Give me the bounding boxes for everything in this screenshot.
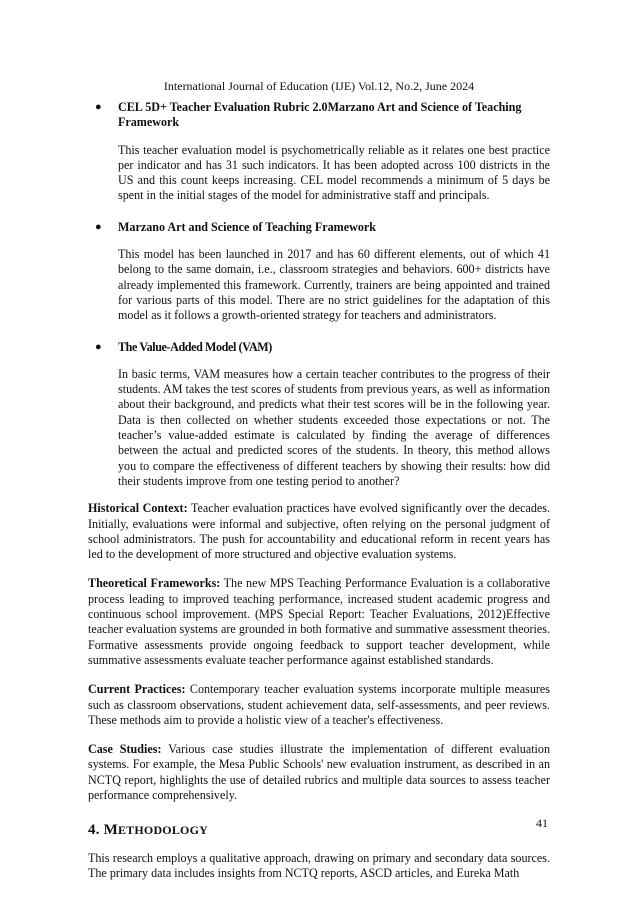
- bullet-item-vam: [88, 340, 550, 490]
- bullet-item-marzano: [88, 220, 550, 324]
- section-title-rest: ETHODOLOGY: [117, 823, 208, 838]
- paragraph-methodology: This research employs a qualitative approach, drawing on primary and secondary data sources. The primary data includes insights from NCTQ reports, ASCD articles, and Eureka Math: [88, 850, 550, 880]
- paragraph-text: Contemporary teacher evaluation systems incorporate multiple measures such as classroom observations, student achievement data, self-assessments, and peer reviews. These methods aim to provide a holistic view of a teacher's effectiveness.: [88, 682, 550, 727]
- paragraph-label: Historical Context:: [88, 501, 188, 516]
- paragraph-text: Various case studies illustrate the implementation of different evaluation systems. For example, the Mesa Public Schools' new evaluation instrument, as described in an NCTQ report, highlights the use of detailed rubrics and multiple data sources to assess teacher performance comprehensively.: [88, 742, 551, 802]
- bullet-title: CEL 5D+ Teacher Evaluation Rubric 2.0Marzano Art and Science of Teaching Framework: [118, 100, 522, 130]
- paragraph-label: Theoretical Frameworks:: [88, 576, 221, 591]
- paragraph-text: Teacher evaluation practices have evolved significantly over the decades. Initially, evaluations were informal and subjective, often relying on the personal judgment of school administrators. The push for accountability and educational reform in recent years has led to the development of more structured and objective evaluation systems.: [88, 501, 550, 562]
- section-number: 4.: [88, 822, 104, 839]
- body-content: [88, 96, 550, 895]
- bullet-dot-icon: ●: [95, 101, 102, 113]
- paragraph-text: The new MPS Teaching Performance Evaluation is a collaborative process leading to improved teaching performance, increased student academic progress and continuous school improvement. (MPS Special Report: Teacher Evaluations, 2012)Effective teacher evaluation systems are grounded in both formative and summative assessment theories. Formative assessments provide ongoing feedback to support teacher development, while summative assessments evaluate teacher performance against established standards.: [88, 576, 550, 667]
- section-initial: M: [103, 822, 118, 839]
- paragraph-label: Current Practices:: [88, 682, 186, 697]
- page-number: 41: [536, 816, 548, 830]
- bullet-body: In basic terms, VAM measures how a certain teacher contributes to the progress of their students. AM takes the test scores of students from previous years, as well as information about their background, and predicts what their test scores will be in the following year. Data is then collected on whether students exceeded those expectations or not. The teacher’s value-added estimate is calculated by finding the average of differences between the actual and predicted scores of the students. In theory, this method allows you to compare the effectiveness of different teachers by showing their results: how did their students improve from one testing period to another?: [118, 366, 550, 488]
- bullet-dot-icon: ●: [95, 220, 102, 233]
- running-header: International Journal of Education (IJE) Vol.12, No.2, June 2024: [163, 79, 475, 93]
- bullet-title: The Value-Added Model (VAM): [118, 339, 272, 354]
- bullet-title: Marzano Art and Science of Teaching Framework: [118, 219, 376, 234]
- paragraph-theoretical-frameworks: [88, 576, 550, 668]
- paragraph-historical-context: [88, 501, 550, 562]
- bullet-body: This model has been launched in 2017 and has 60 different elements, out of which 41 belong to the same domain, i.e., classroom strategies and behaviors. 600+ districts have already implemented this framework. Currently, trainers are being appointed and trained for various parts of this model. There are no strict guidelines for the adaptation of this model as it follows a growth-oriented strategy for teachers and administrators.: [118, 247, 550, 323]
- bullet-item-cel: [88, 100, 550, 204]
- bullet-dot-icon: ●: [95, 340, 102, 353]
- paragraph-case-studies: [88, 742, 550, 803]
- bullet-body: This teacher evaluation model is psychometrically reliable as it relates one best practice per indicator and has 31 such indicators. It has been adopted across 100 districts in the US and this count keeps increasing. CEL model recommends a minimum of 5 days be spent in the initial stages of the model for administrative staff and principals.: [118, 142, 550, 203]
- paragraph-current-practices: [88, 682, 550, 728]
- section-heading-methodology: [88, 823, 550, 838]
- paragraph-label: Case Studies:: [88, 742, 162, 757]
